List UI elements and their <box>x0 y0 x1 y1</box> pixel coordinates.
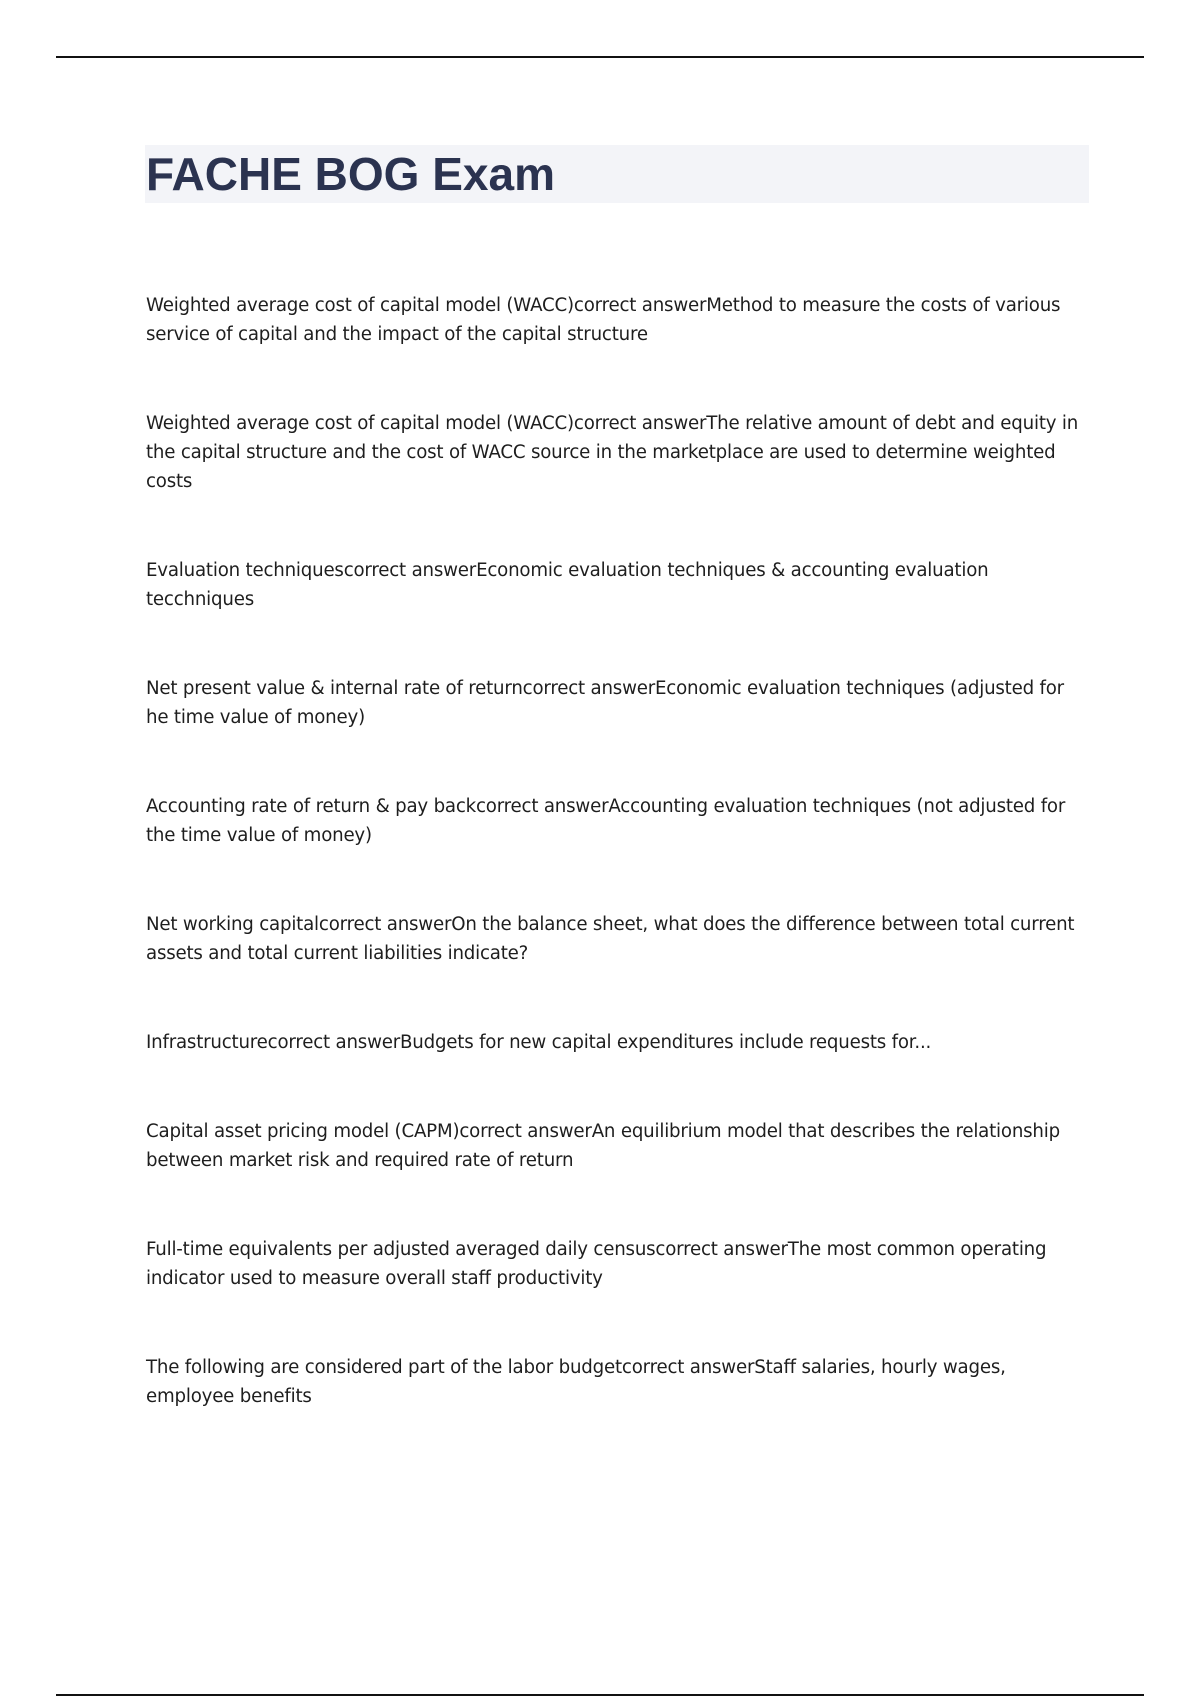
flashcard-entry: Evaluation techniquescorrect answerEconomic evaluation techniques & accounting evaluation tecchniques <box>146 560 989 610</box>
flashcard-entry: Capital asset pricing model (CAPM)correct answerAn equilibrium model that describes the relationship between market risk and required rate of return <box>146 1121 1060 1171</box>
flashcard-entry: Weighted average cost of capital model (WACC)correct answerThe relative amount of debt and equity in the capital structure and the cost of WACC source in the marketplace are used to determine weighted costs <box>146 413 1079 492</box>
top-divider <box>56 56 1144 58</box>
document-title: FACHE BOG Exam <box>146 148 555 200</box>
flashcard-entry: Net working capitalcorrect answerOn the balance sheet, what does the difference between total current assets and total current liabilities indicate? <box>146 914 1075 964</box>
flashcard-entry: Weighted average cost of capital model (WACC)correct answerMethod to measure the costs of various service of capital and the impact of the capital structure <box>146 295 1061 345</box>
flashcard-entry: Net present value & internal rate of returncorrect answerEconomic evaluation techniques (adjusted for he time value of money) <box>146 678 1064 728</box>
flashcard-entry: Full-time equivalents per adjusted averaged daily censuscorrect answerThe most common operating indicator used to measure overall staff productivity <box>146 1239 1047 1289</box>
flashcard-entry: Accounting rate of return & pay backcorrect answerAccounting evaluation techniques (not adjusted for the time value of money) <box>146 796 1066 846</box>
flashcard-entry: The following are considered part of the labor budgetcorrect answerStaff salaries, hourly wages, employee benefits <box>146 1357 1006 1407</box>
flashcard-list <box>146 291 1086 1471</box>
flashcard-entry: Infrastructurecorrect answerBudgets for new capital expenditures include requests for... <box>146 1032 932 1053</box>
bottom-divider <box>56 1694 1144 1696</box>
